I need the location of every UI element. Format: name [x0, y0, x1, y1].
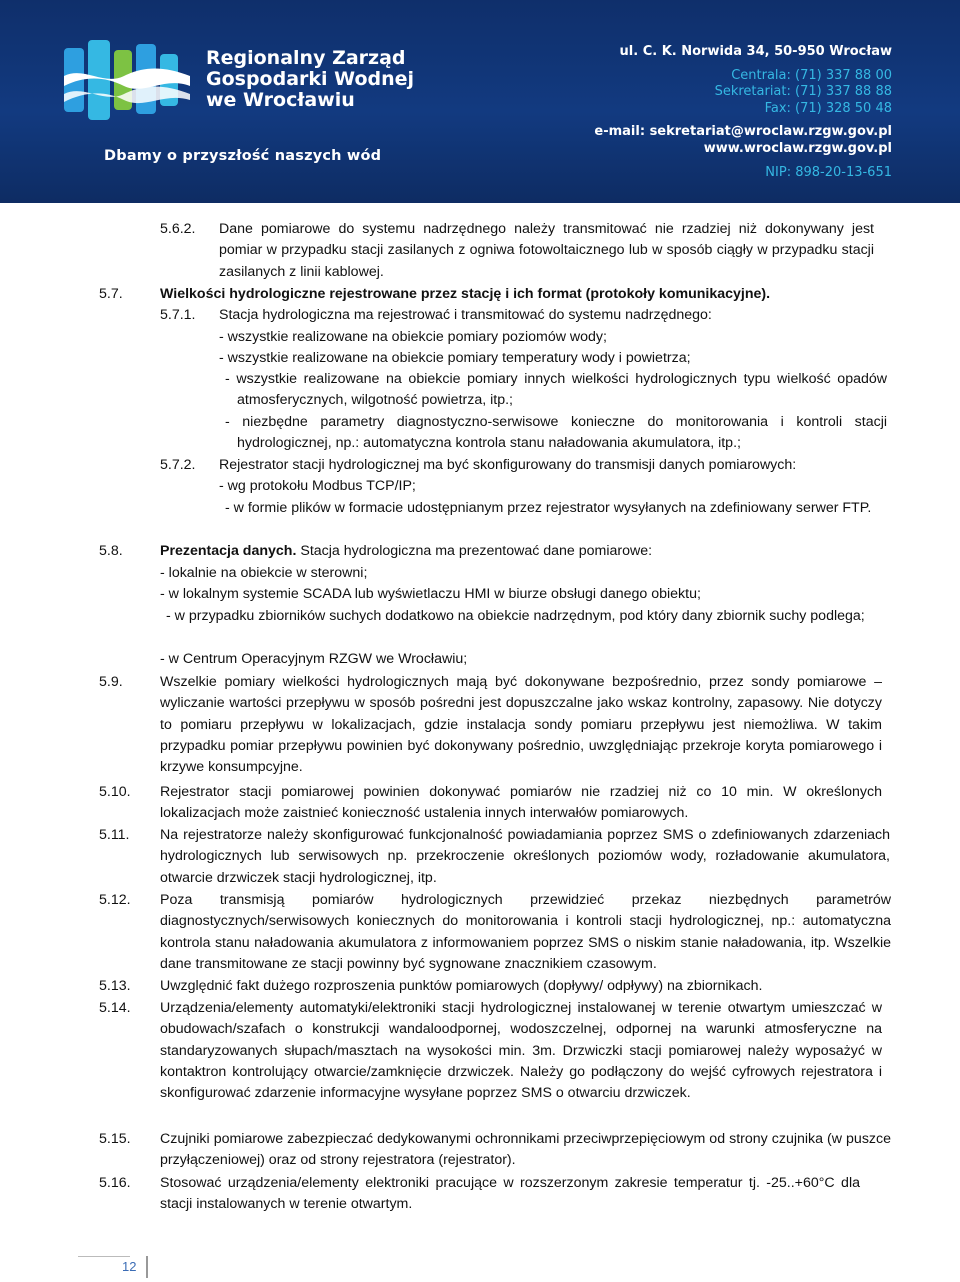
- section-number: 5.11.: [99, 827, 130, 843]
- section-number: 5.7.: [99, 286, 123, 302]
- letterhead: [0, 0, 960, 203]
- list-item: - wg protokołu Modbus TCP/IP;: [219, 478, 416, 494]
- tagline: Dbamy o przyszłość naszych wód: [104, 148, 382, 164]
- list-item: - niezbędne parametry diagnostyczno-serwisowe konieczne do monitorowania i kontroli stacji hydrologicznej, np.: automatyczna kontrola stanu naładowania akumulatora, itp.;: [225, 414, 887, 452]
- section-5-14-text: Urządzenia/elementy automatyki/elektroniki stacji hydrologicznej instalowanej w terenie otwartym umieszczać w obudowach/szafach o konstrukcji wandaloodpornej, wodoszczelnej, odpornej na warunki atmosferyczne na standaryzowanych słupach/masztach na wysokości min. 3m. Drzwiczki stacji pomiarowej należy wyposażyć w kontaktron kontrolujący otwarcie/zamknięcie drzwiczek. Należy go podłączony do wejść cyfrowych rejestratora i skonfigurować zdarzenie informacyjne wysyłane poprzez SMS o otwarciu drzwiczek.: [160, 1000, 882, 1102]
- email-link[interactable]: e-mail: sekretariat@wroclaw.rzgw.gov.pl: [594, 124, 892, 140]
- section-number: 5.8.: [99, 543, 123, 559]
- phone-secretariat: Sekretariat: (71) 337 88 88: [714, 84, 892, 100]
- list-item: - wszystkie realizowane na obiekcie pomiary poziomów wody;: [219, 329, 607, 345]
- section-number: 5.14.: [99, 1000, 131, 1016]
- section-number: 5.13.: [99, 978, 131, 994]
- section-5-12-text: Poza transmisją pomiarów hydrologicznych przewidzieć przekaz niezbędnych parametrów diagnostycznych/serwisowych koniecznych do monitorowania i kontroli stacji hydrologicznej, np.: automatyczna kontrola stanu naładowania akumulatora z informowaniem poprzez SMS o niskim stanie naładowania, itp. Wszelkie dane transmitowane ze stacji powinny być sygnowane znacznikiem czasowym.: [160, 892, 891, 972]
- page-number: 12: [122, 1259, 137, 1274]
- org-line-2: Gospodarki Wodnej: [206, 68, 415, 90]
- list-item: - wszystkie realizowane na obiekcie pomiary temperatury wody i powietrza;: [219, 350, 691, 366]
- section-number: 5.7.1.: [160, 307, 196, 323]
- list-item: - w przypadku zbiorników suchych dodatkowo na obiekcie nadrzędnym, pod który dany zbiornik suchy podlega;: [166, 608, 865, 624]
- section-5-9-text: Wszelkie pomiary wielkości hydrologicznych mają być dokonywane bezpośrednio, przez sondy pomiarowe – wyliczanie wartości przepływu w sposób pośredni jest dopuszczalne jako wskaz kontrolny, zapasowy. Nie dotyczy to pomiaru przepływu w lokalizacjach, gdzie instalacja sondy pomiaru przepływu jest niemożliwa. W takim przypadku pomiar przepływu powinien być dokonywany pośrednio, uwzględniając przekroje koryta pomiarowego i krzywe konsumpcyjne.: [160, 674, 882, 776]
- org-line-3: we Wrocławiu: [206, 89, 355, 111]
- section-5-8-title: Prezentacja danych.: [160, 543, 297, 559]
- section-5-16-text: Stosować urządzenia/elementy elektroniki pracujące w rozszerzonym zakresie temperatur tj. -25..+60°C dla stacji instalowanych w terenie otwartym.: [160, 1175, 860, 1213]
- section-number: 5.12.: [99, 892, 131, 908]
- phone-central: Centrala: (71) 337 88 00: [731, 67, 892, 83]
- section-5-7-2-text: Rejestrator stacji hydrologicznej ma być skonfigurowany do transmisji danych pomiarowych:: [219, 457, 797, 473]
- org-line-1: Regionalny Zarząd: [206, 47, 406, 69]
- section-number: 5.9.: [99, 674, 123, 690]
- list-item: - lokalnie na obiekcie w sterowni;: [160, 565, 368, 581]
- section-5-13-text: Uwzględnić fakt dużego rozproszenia punktów pomiarowych (dopływy/ odpływy) na zbiornikach.: [160, 978, 763, 994]
- website-link[interactable]: www.wroclaw.rzgw.gov.pl: [703, 140, 892, 156]
- section-5-8-text: [160, 541, 880, 562]
- list-item: - wszystkie realizowane na obiekcie pomiary innych wielkości hydrologicznych typu wielkość opadów atmosferycznych, wilgotność powietrza, itp.;: [225, 371, 887, 409]
- contact-block: [594, 44, 892, 181]
- section-5-6-2-text: Dane pomiarowe do systemu nadrzędnego należy transmitować nie rzadziej niż dokonywany jest pomiar w przypadku stacji zasilanych z ogniwa fotowoltaicznego lub w sposób ciągły w przypadku stacji zasilanych z linii kablowej.: [219, 221, 874, 280]
- section-5-7-heading: Wielkości hydrologiczne rejestrowane przez stację i ich format (protokoły komunikacyjne).: [160, 286, 771, 302]
- section-5-8-intro: Stacja hydrologiczna ma prezentować dane pomiarowe:: [296, 543, 653, 559]
- fax: Fax: (71) 328 50 48: [764, 100, 892, 116]
- section-number: 5.16.: [99, 1175, 131, 1191]
- section-number: 5.15.: [99, 1131, 131, 1147]
- nip: NIP: 898-20-13-651: [765, 164, 892, 180]
- section-5-7-1-text: Stacja hydrologiczna ma rejestrować i transmitować do systemu nadrzędnego:: [219, 307, 712, 323]
- rzgw-logo-icon: [64, 40, 194, 124]
- organization-name: [206, 48, 414, 111]
- section-5-11-text: Na rejestratorze należy skonfigurować funkcjonalność powiadamiania poprzez SMS o zdefiniowanych zdarzeniach hydrologicznych lub serwisowych np. przekroczenie określonych poziomów wody, rozładowanie akumulatora, otwarcie drzwiczek stacji hydrologicznej, itp.: [160, 827, 890, 886]
- section-number: 5.6.2.: [160, 221, 196, 237]
- list-item: - w Centrum Operacyjnym RZGW we Wrocławiu;: [160, 651, 468, 667]
- address: ul. C. K. Norwida 34, 50-950 Wrocław: [619, 44, 892, 59]
- section-5-15-text: Czujniki pomiarowe zabezpieczać dedykowanymi ochronnikami przeciwprzepięciowym od strony czujnika (w puszce przyłączeniowej) oraz od strony rejestratora (rejestrator).: [160, 1131, 891, 1169]
- list-item: - w formie plików w formacie udostępnianym przez rejestrator wysyłanych na zdefiniowany serwer FTP.: [225, 500, 872, 516]
- section-number: 5.7.2.: [160, 457, 196, 473]
- section-5-10-text: Rejestrator stacji pomiarowej powinien dokonywać pomiarów nie rzadziej niż co 10 min. W określonych lokalizacjach może zaistnieć konieczność ustalenia innych interwałów pomiarowych.: [160, 784, 882, 822]
- section-number: 5.10.: [99, 784, 131, 800]
- list-item: - w lokalnym systemie SCADA lub wyświetlaczu HMI w biurze obsługi danego obiektu;: [160, 586, 701, 602]
